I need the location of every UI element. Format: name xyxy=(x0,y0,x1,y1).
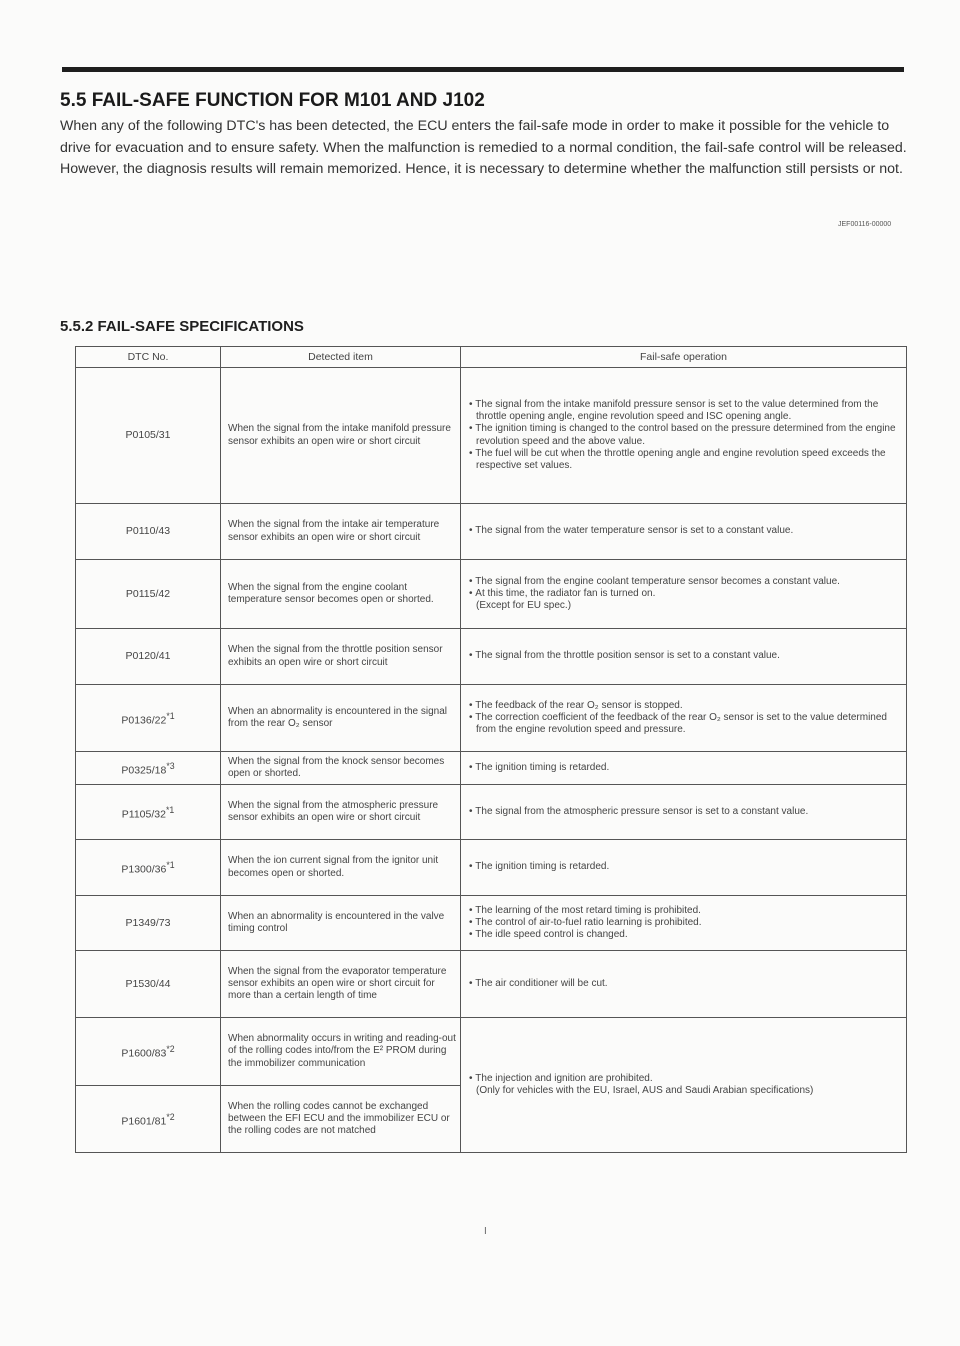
operation-bullet: • The signal from the engine coolant temperature sensor becomes a constant value. xyxy=(469,576,900,588)
section-title: 5.5 FAIL-SAFE FUNCTION FOR M101 AND J102 xyxy=(60,90,485,111)
fail-safe-operation xyxy=(461,896,907,951)
operation-bullet: • The feedback of the rear O₂ sensor is stopped. xyxy=(469,700,900,712)
detected-item: When the signal from the evaporator temperature sensor exhibits an open wire or short circuit for more than a certain length of time xyxy=(221,951,461,1018)
dtc-code xyxy=(76,1018,221,1086)
table-row xyxy=(76,685,907,752)
header-detected-item: Detected item xyxy=(221,347,461,368)
dtc-code xyxy=(76,1086,221,1153)
table-row xyxy=(76,560,907,629)
operation-bullet: • The idle speed control is changed. xyxy=(469,929,900,941)
table-header-row xyxy=(76,347,907,368)
operation-note: (Only for vehicles with the EU, Israel, AUS and Saudi Arabian specifications) xyxy=(476,1085,814,1096)
dtc-code-value: P0136/22 xyxy=(121,714,167,727)
operation-bullet: • The ignition timing is changed to the control based on the pressure determined from the engine revolution speed and the above value. xyxy=(469,423,900,447)
detected-item: When the signal from the intake air temperature sensor exhibits an open wire or short circuit xyxy=(221,504,461,560)
dtc-footnote-mark: *1 xyxy=(166,860,175,871)
operation-bullet: • The correction coefficient of the feedback of the rear O₂ sensor is set to the value determined from the engine revolution speed and pressure. xyxy=(469,712,900,736)
operation-bullet: • The air conditioner will be cut. xyxy=(469,978,900,990)
operation-bullet: • The signal from the water temperature sensor is set to a constant value. xyxy=(469,525,900,537)
dtc-footnote-mark: *1 xyxy=(165,804,175,815)
operation-bullet: • The fuel will be cut when the throttle opening angle and engine revolution speed exceeds the respective set values. xyxy=(469,448,900,472)
page-mark: I xyxy=(484,1226,487,1237)
detected-item: When the signal from the atmospheric pressure sensor exhibits an open wire or short circuit xyxy=(221,785,461,840)
dtc-footnote-mark: *3 xyxy=(166,760,175,771)
dtc-code: P0120/41 xyxy=(76,629,221,685)
operation-bullet: • The signal from the throttle position sensor is set to a constant value. xyxy=(469,650,900,662)
intro-paragraph-1: When any of the following DTC's has been detected, the ECU enters the fail-safe mode in order to make it possible for the vehicle to drive for evacuation and to ensure safety. When the malfunction is remedied to a normal condition, the fail-safe control will be released. xyxy=(60,118,907,156)
dtc-code: P0110/43 xyxy=(76,504,221,560)
dtc-code-value: P0325/18 xyxy=(121,764,167,777)
fail-safe-operation xyxy=(461,685,907,752)
operation-bullet: • The learning of the most retard timing is prohibited. xyxy=(469,905,900,917)
document-code: JEF00116-00000 xyxy=(838,221,892,228)
fail-safe-operation xyxy=(461,752,907,785)
detected-item: When the rolling codes cannot be exchanged between the EFI ECU and the immobilizer ECU or the rolling codes are not matched xyxy=(221,1086,461,1153)
dtc-code xyxy=(76,685,221,752)
intro-text xyxy=(60,116,910,181)
intro-paragraph-2: However, the diagnosis results will remain memorized. Hence, it is necessary to determine whether the malfunction still persists or not. xyxy=(60,161,903,177)
operation-bullet: • The ignition timing is retarded. xyxy=(469,861,900,873)
dtc-footnote-mark: *2 xyxy=(166,1111,175,1122)
detected-item: When the signal from the intake manifold pressure sensor exhibits an open wire or short circuit xyxy=(221,368,461,504)
operation-bullet: • The signal from the intake manifold pressure sensor is set to the value determined from the throttle opening angle, engine revolution speed and ISC opening angle. xyxy=(469,399,900,423)
fail-safe-spec-table xyxy=(75,346,907,1153)
table-row xyxy=(76,951,907,1018)
fail-safe-operation xyxy=(461,1018,907,1153)
dtc-code xyxy=(76,840,221,896)
operation-bullet: • The signal from the atmospheric pressure sensor is set to a constant value. xyxy=(469,806,900,818)
dtc-code xyxy=(76,752,221,785)
dtc-code: P1349/73 xyxy=(76,896,221,951)
table-row xyxy=(76,785,907,840)
table-row xyxy=(76,368,907,504)
fail-safe-operation xyxy=(461,951,907,1018)
subsection-title: 5.5.2 FAIL-SAFE SPECIFICATIONS xyxy=(60,318,304,335)
detected-item: When the signal from the engine coolant temperature sensor becomes open or shorted. xyxy=(221,560,461,629)
operation-bullet: • The ignition timing is retarded. xyxy=(469,762,900,774)
dtc-code-value: P1105/32 xyxy=(121,808,166,821)
detected-item: When an abnormality is encountered in the valve timing control xyxy=(221,896,461,951)
dtc-code: P0115/42 xyxy=(76,560,221,629)
fail-safe-operation xyxy=(461,785,907,840)
table-row xyxy=(76,840,907,896)
table-row xyxy=(76,1018,907,1086)
dtc-code-value: P1601/81 xyxy=(121,1115,167,1128)
detected-item: When an abnormality is encountered in the signal from the rear O₂ sensor xyxy=(221,685,461,752)
dtc-code: P1530/44 xyxy=(76,951,221,1018)
dtc-code: P0105/31 xyxy=(76,368,221,504)
dtc-code-value: P1300/36 xyxy=(121,863,167,876)
dtc-footnote-mark: *2 xyxy=(166,1044,175,1055)
dtc-code-value: P1600/83 xyxy=(121,1047,167,1060)
detected-item: When the ion current signal from the ignitor unit becomes open or shorted. xyxy=(221,840,461,896)
header-dtc-no: DTC No. xyxy=(76,347,221,368)
dtc-footnote-mark: *1 xyxy=(166,710,175,721)
detected-item: When abnormality occurs in writing and reading-out of the rolling codes into/from the E² PROM during the immobilizer communication xyxy=(221,1018,461,1086)
fail-safe-operation xyxy=(461,840,907,896)
operation-bullet: • At this time, the radiator fan is turned on. xyxy=(469,588,900,600)
header-fail-safe-operation: Fail-safe operation xyxy=(461,347,907,368)
detected-item: When the signal from the throttle position sensor exhibits an open wire or short circuit xyxy=(221,629,461,685)
fail-safe-operation xyxy=(461,560,907,629)
dtc-code xyxy=(76,785,221,840)
table-row xyxy=(76,752,907,785)
table-row xyxy=(76,504,907,560)
operation-bullet: • The injection and ignition are prohibited. xyxy=(469,1073,900,1085)
operation-bullet: • The control of air-to-fuel ratio learning is prohibited. xyxy=(469,917,900,929)
detected-item: When the signal from the knock sensor becomes open or shorted. xyxy=(221,752,461,785)
fail-safe-operation xyxy=(461,629,907,685)
fail-safe-operation xyxy=(461,368,907,504)
fail-safe-operation xyxy=(461,504,907,560)
operation-note: (Except for EU spec.) xyxy=(476,600,572,612)
table-row xyxy=(76,629,907,685)
table-row xyxy=(76,896,907,951)
top-rule xyxy=(62,67,904,72)
